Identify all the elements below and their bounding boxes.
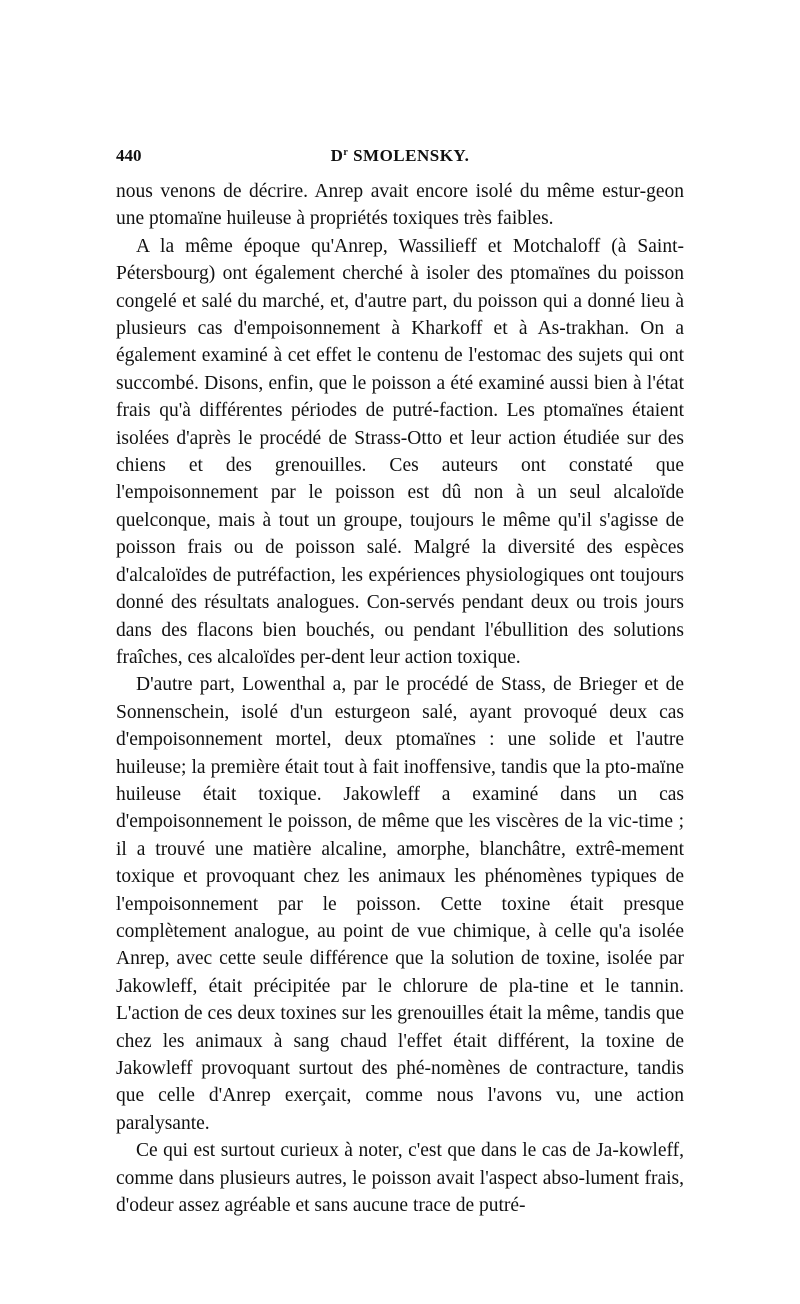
header-author bbox=[116, 146, 684, 166]
author-prefix: D bbox=[330, 146, 344, 165]
author-superscript: r bbox=[343, 147, 349, 158]
paragraph-continued: nous venons de décrire. Anrep avait encore isolé du même estur-geon une ptomaïne huileuse à propriétés toxiques très faibles. bbox=[116, 181, 684, 230]
paragraph-jakowleff: Ce qui est surtout curieux à noter, c'est que dans le cas de Ja-kowleff, comme dans plusieurs autres, le poisson avait l'aspect abso-lument frais, d'odeur assez agréable et sans aucune trace de putré- bbox=[116, 1140, 684, 1217]
running-head bbox=[116, 146, 684, 172]
paragraph-lowenthal: D'autre part, Lowenthal a, par le procédé de Stass, de Brieger et de Sonnenschein, isolé d'un esturgeon salé, ayant provoqué deux cas d'empoisonnement mortel, deux ptomaïnes : une solide et l'autre huileuse; la première était tout à fait inoffensive, tandis que la pto-maïne huileuse était toxique. Jakowleff a examiné dans un cas d'empoisonnement le poisson, de même que les viscères de la vic-time ; il a trouvé une matière alcaline, amorphe, blanchâtre, extrê-mement toxique et provoquant chez les animaux les phénomènes typiques de l'empoisonnement par le poisson. Cette toxine était presque complètement analogue, au point de vue chimique, à celle qu'a isolée Anrep, avec cette seule différence que la solution de toxine, isolée par Jakowleff, était précipitée par le chlorure de pla-tine et le tannin. L'action de ces deux toxines sur les grenouilles était la même, tandis que chez les animaux à sang chaud l'effet était différent, la toxine de Jakowleff provoquant surtout des phé-nomènes de contracture, tandis que celle d'Anrep exerçait, comme nous l'avons vu, une action paralysante. bbox=[116, 674, 684, 1134]
paragraph-wassilieff: A la même époque qu'Anrep, Wassilieff et Motchaloff (à Saint-Pétersbourg) ont également cherché à isoler des ptomaïnes du poisson congelé et salé du marché, et, d'autre part, du poisson qui a donné lieu à plusieurs cas d'empoisonnement à Kharkoff et à As-trakhan. On a également examiné à cet effet le contenu de l'estomac des sujets qui ont succombé. Disons, enfin, que le poisson a été examiné aussi bien à l'état frais qu'à différentes périodes de putré-faction. Les ptomaïnes étaient isolées d'après le procédé de Strass-Otto et leur action étudiée sur des chiens et des grenouilles. Ces auteurs ont constaté que l'empoisonnement par le poisson est dû non à un seul alcaloïde quelconque, mais à tout un groupe, toujours le même qu'il s'agisse de poisson frais ou de poisson salé. Malgré la diversité des espèces d'alcaloïdes de putréfaction, les expériences physiologiques ont toujours donné des résultats analogues. Con-servés pendant deux ou trois jours dans des flacons bien bouchés, ou pendant l'ébullition des solutions fraîches, ces alcaloïdes per-dent leur action toxique. bbox=[116, 235, 684, 668]
book-page bbox=[116, 146, 684, 1219]
page-number: 440 bbox=[116, 146, 142, 165]
author-name: SMOLENSKY. bbox=[348, 146, 470, 165]
